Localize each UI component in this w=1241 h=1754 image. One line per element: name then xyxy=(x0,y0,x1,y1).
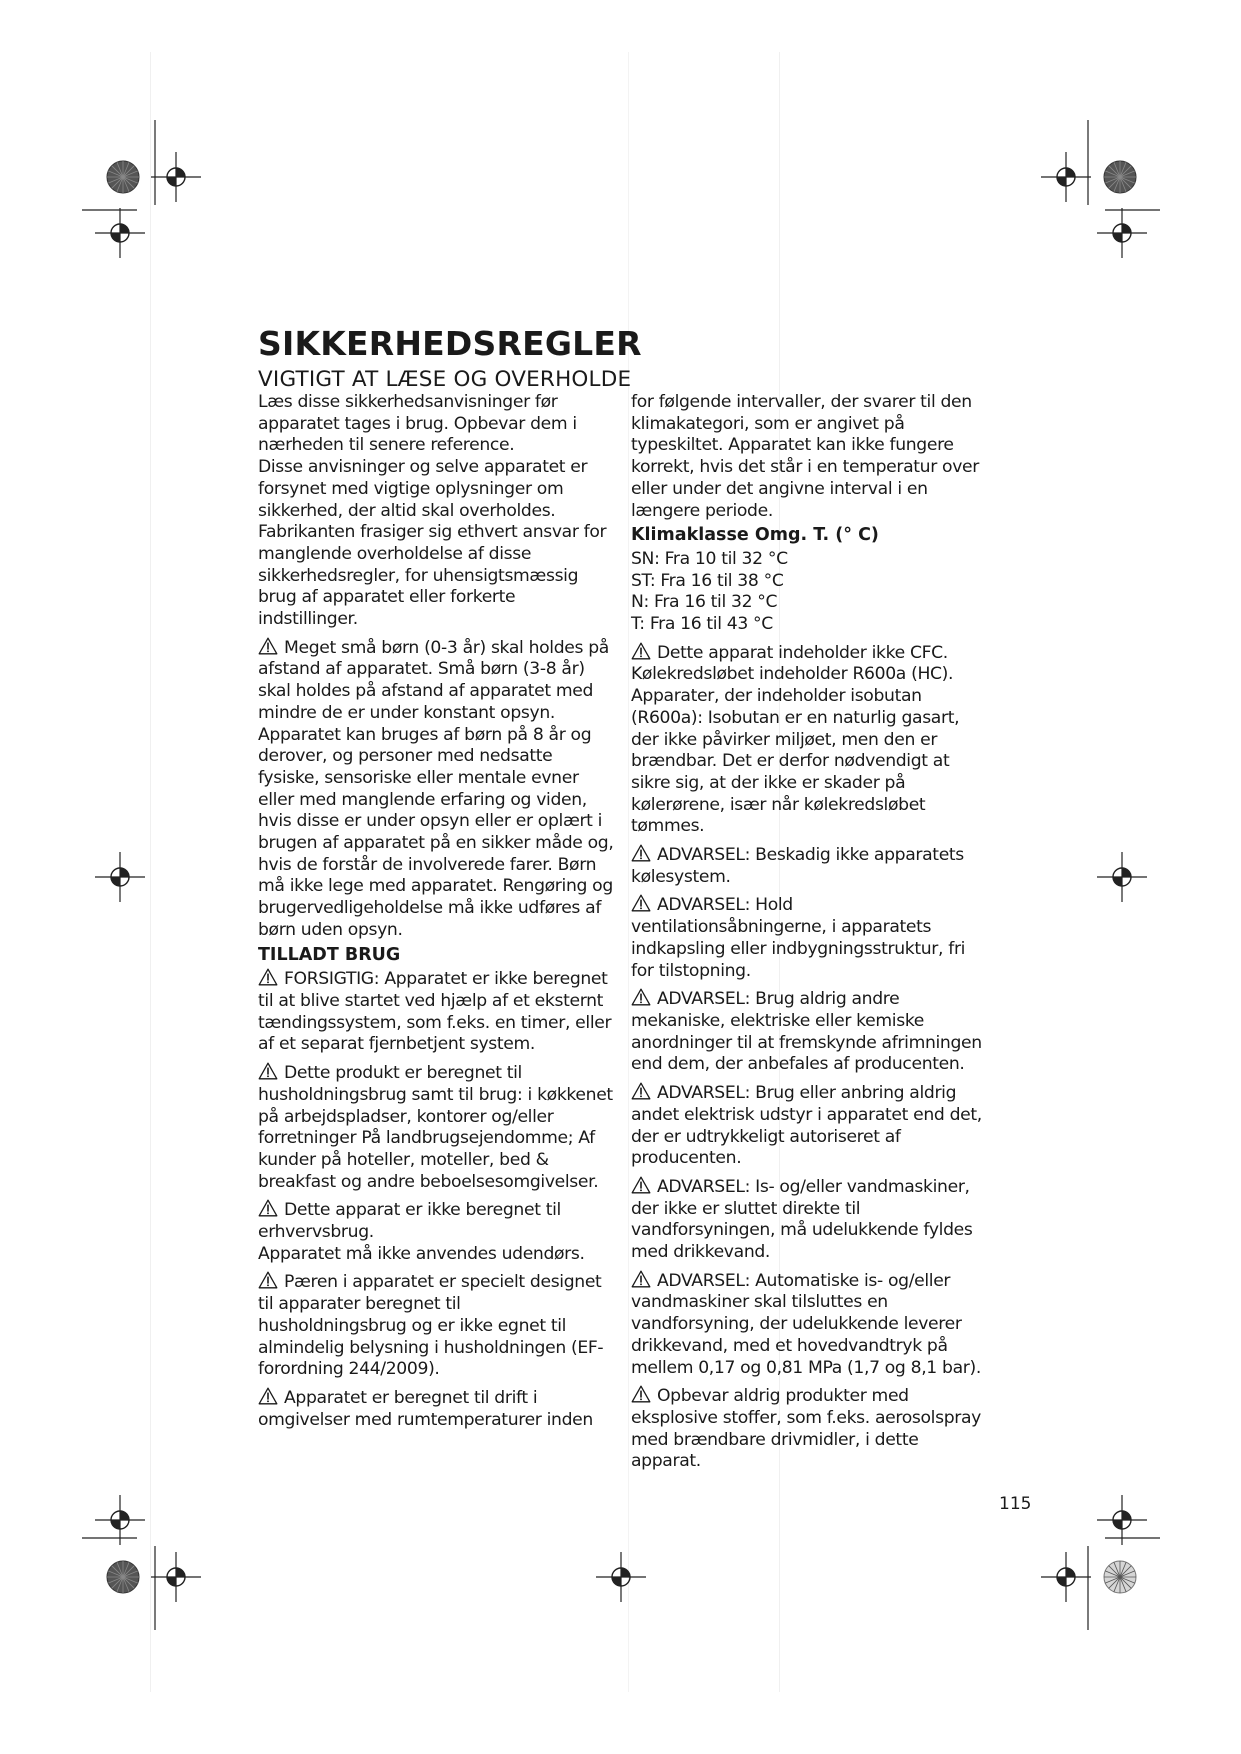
warning-triangle-icon xyxy=(631,894,651,912)
warning-item: Dette produkt er beregnet til husholdningsbrug samt til brug: i køkkenet på arbejdspladser, kontorer og/eller forretninger På landbrugsejendomme; Af kunder på hoteller, moteller, bed & breakfast og andre beboelsesomgivelser. xyxy=(258,1063,613,1192)
warning-item: ADVARSEL: Automatiske is- og/eller vandmaskiner skal tilsluttes en vandforsyning, der udelukkende leverer drikkevand, med et hovedvandtryk på mellem 0,17 og 0,81 MPa (1,7 og 8,1 bar). xyxy=(631,1270,981,1378)
warning-item: ADVARSEL: Brug aldrig andre mekaniske, elektriske eller kemiske anordninger til at fremskynde afrimningen end dem, der anbefales af producenten. xyxy=(631,989,982,1075)
warning-triangle-icon xyxy=(631,1385,651,1403)
climate-class-heading: Klimaklasse Omg. T. (° C) xyxy=(631,525,879,546)
body-paragraph: Apparatet må ikke anvendes udendørs. xyxy=(258,1243,585,1264)
registration-crosshair-icon xyxy=(95,1495,145,1545)
climate-class-row: SN: Fra 10 til 32 °C xyxy=(631,548,788,569)
registration-crosshair-icon xyxy=(1041,1552,1091,1602)
color-target-icon xyxy=(103,157,143,197)
warning-item: Dette apparat indeholder ikke CFC. Kølekredsløbet indeholder R600a (HC). Apparater, der indeholder isobutan (R600a): Isobutan er en naturlig gasart, der ikke påvirker miljøet, men den er brændbar. Det er derfor nødvendigt at sikre sig, at der ikke er skader på kølerørene, især når kølekredsløbet tømmes. xyxy=(631,642,960,837)
color-target-icon xyxy=(103,1557,143,1597)
warning-item: ADVARSEL: Beskadig ikke apparatets kølesystem. xyxy=(631,845,964,887)
climate-class-row: ST: Fra 16 til 38 °C xyxy=(631,570,784,591)
warning-triangle-icon xyxy=(631,1082,651,1100)
warning-triangle-icon xyxy=(631,988,651,1006)
intro-paragraph: Disse anvisninger og selve apparatet er forsynet med vigtige oplysninger om sikkerhed, der altid skal overholdes. Fabrikanten frasiger sig ethvert ansvar for manglende overholdelse af disse sikkerhedsregler, for uhensigtsmæssig brug af apparatet eller forkerte indstillinger. xyxy=(258,457,607,630)
warning-item: Pæren i apparatet er specielt designet til apparater beregnet til husholdningsbrug og er ikke egnet til almindelig belysning i husholdningen (EF-forordning 244/2009). xyxy=(258,1272,604,1380)
right-column xyxy=(631,392,989,1473)
registration-crosshair-icon xyxy=(1097,1495,1147,1545)
section-heading: TILLADT BRUG xyxy=(258,944,401,965)
registration-crosshair-icon xyxy=(151,1552,201,1602)
climate-class-row: N: Fra 16 til 32 °C xyxy=(631,592,778,613)
climate-class-row: T: Fra 16 til 43 °C xyxy=(631,614,773,635)
left-column xyxy=(258,392,614,1431)
color-target-icon xyxy=(1100,157,1140,197)
warning-triangle-icon xyxy=(258,1387,278,1405)
warning-triangle-icon xyxy=(631,1270,651,1288)
warning-triangle-icon xyxy=(258,1271,278,1289)
warning-triangle-icon xyxy=(631,1176,651,1194)
registration-crosshair-icon xyxy=(151,152,201,202)
warning-item: Apparatet er beregnet til drift i omgivelser med rumtemperaturer inden xyxy=(258,1387,593,1430)
page-subtitle: VIGTIGT AT LÆSE OG OVERHOLDE xyxy=(258,367,632,392)
registration-crosshair-icon xyxy=(1097,208,1147,258)
warning-triangle-icon xyxy=(258,1199,278,1217)
body-paragraph: for følgende intervaller, der svarer til den klimakategori, som er angivet på typeskiltet. Apparatet kan ikke fungere korrekt, hvis det står i en temperatur over eller under det angivne interval i en længere periode. xyxy=(631,392,979,521)
registration-crosshair-icon xyxy=(95,852,145,902)
page-title: SIKKERHEDSREGLER xyxy=(258,324,642,363)
warning-item: ADVARSEL: Is- og/eller vandmaskiner, der ikke er sluttet direkte til vandforsyningen, må udelukkende fyldes med drikkevand. xyxy=(631,1176,973,1263)
warning-item: FORSIGTIG: Apparatet er ikke beregnet til at blive startet ved hjælp af et eksternt tændingssystem, som f.eks. en timer, eller af et separat fjernbetjent system. xyxy=(258,969,612,1055)
color-target-icon xyxy=(1100,1557,1140,1597)
warning-item: Meget små børn (0-3 år) skal holdes på afstand af apparatet. Små børn (3-8 år) skal holdes på afstand af apparatet med mindre de er under konstant opsyn. Apparatet kan bruges af børn på 8 år og derover, og personer med nedsatte fysiske, sensoriske eller mentale evner eller med manglende erfaring og viden, hvis disse er under opsyn eller er oplært i brugen af apparatet på en sikker måde og, hvis de forstår de involverede farer. Børn må ikke lege med apparatet. Rengøring og brugervedligeholdelse må ikke udføres af børn uden opsyn. xyxy=(258,637,614,940)
warning-triangle-icon xyxy=(258,637,278,655)
warning-triangle-icon xyxy=(258,1062,278,1080)
warning-triangle-icon xyxy=(631,642,651,660)
warning-item: ADVARSEL: Hold ventilationsåbningerne, i apparatets indkapsling eller indbygningsstruktur, fri for tilstopning. xyxy=(631,895,966,981)
registration-crosshair-icon xyxy=(1097,852,1147,902)
registration-crosshair-icon xyxy=(95,208,145,258)
registration-crosshair-icon xyxy=(596,1552,646,1602)
registration-crosshair-icon xyxy=(1041,152,1091,202)
warning-item: Opbevar aldrig produkter med eksplosive stoffer, som f.eks. aerosolspray med brændbare drivmidler, i dette apparat. xyxy=(631,1386,981,1472)
intro-paragraph: Læs disse sikkerhedsanvisninger før apparatet tages i brug. Opbevar dem i nærheden til senere reference. xyxy=(258,392,577,456)
warning-triangle-icon xyxy=(631,844,651,862)
warning-item: ADVARSEL: Brug eller anbring aldrig andet elektrisk udstyr i apparatet end det, der er udtrykkeligt autoriseret af producenten. xyxy=(631,1083,982,1169)
warning-triangle-icon xyxy=(258,968,278,986)
page-number: 115 xyxy=(999,1494,1032,1514)
warning-item: Dette apparat er ikke beregnet til erhvervsbrug. xyxy=(258,1200,561,1243)
